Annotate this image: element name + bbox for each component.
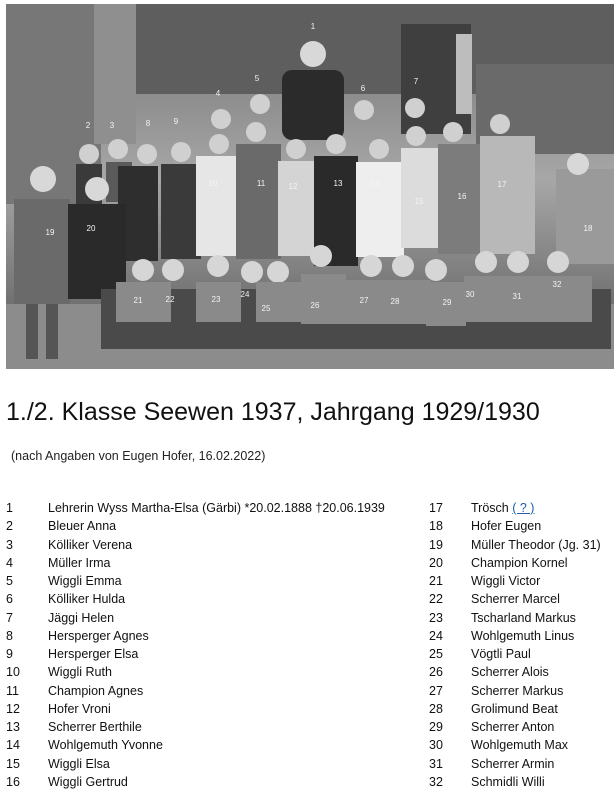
photo-marker: 3: [109, 121, 115, 130]
roster-row: [6, 663, 416, 681]
photo-marker: 22: [165, 295, 175, 304]
roster-row: [429, 700, 614, 718]
roster-name: Jäggi Helen: [48, 610, 115, 625]
roster-number: 1: [6, 501, 13, 515]
photo-marker: 28: [390, 297, 400, 306]
photo-marker: 6: [360, 84, 366, 93]
roster-row: [6, 609, 416, 627]
photo-marker: 9: [173, 117, 179, 126]
roster-number: 28: [429, 701, 443, 716]
roster-row: [429, 773, 614, 791]
roster-row: [429, 663, 614, 681]
roster-number: 14: [6, 738, 20, 753]
roster-row: [429, 536, 614, 554]
roster-number: 13: [6, 720, 20, 734]
roster-name: Wiggli Elsa: [48, 756, 110, 771]
roster-name: Scherrer Berthile: [48, 720, 142, 734]
roster-row: [6, 517, 416, 535]
roster-number: 8: [6, 628, 13, 643]
roster-row: [6, 499, 416, 517]
photo-marker: 2: [85, 121, 91, 130]
roster-name: Müller Irma: [48, 555, 111, 570]
photo-marker: 15: [414, 197, 424, 206]
roster-row: [6, 554, 416, 572]
roster-row: [6, 590, 416, 608]
photo-marker: 10: [208, 179, 218, 188]
roster-name: Wiggli Emma: [48, 574, 122, 588]
roster-name: Champion Kornel: [471, 555, 568, 570]
photo-marker: 12: [288, 182, 298, 191]
roster-row: [6, 536, 416, 554]
roster-row: [6, 773, 416, 791]
roster-number: 3: [6, 537, 13, 552]
roster-number: 9: [6, 647, 13, 661]
roster-row: [429, 755, 614, 773]
photo-marker: 11: [256, 179, 266, 188]
roster-number: 18: [429, 519, 443, 534]
roster-number: 15: [6, 756, 20, 771]
roster-number: 22: [429, 592, 443, 607]
roster-name: Wiggli Ruth: [48, 665, 112, 680]
roster-row: [6, 572, 416, 590]
roster-row: [429, 609, 614, 627]
roster-row: [6, 736, 416, 754]
roster-row: [429, 645, 614, 663]
tree-trunk-center: [94, 4, 136, 144]
class-photo: [6, 4, 614, 369]
roster-row: [429, 572, 614, 590]
roster-name: [471, 499, 534, 517]
photo-marker: 29: [442, 298, 452, 307]
roster-number: 16: [6, 774, 20, 789]
roster-row: [6, 682, 416, 700]
photo-marker: 21: [133, 296, 143, 305]
roster-number: 27: [429, 683, 443, 698]
roster-row: [429, 736, 614, 754]
roster-number: 2: [6, 519, 13, 534]
roster-name: Hofer Eugen: [471, 519, 542, 534]
roster-name: Scherrer Armin: [471, 756, 555, 771]
roster-name: Bleuer Anna: [48, 519, 117, 534]
photo-marker: 20: [86, 224, 96, 233]
roster-name: Wohlgemuth Yvonne: [48, 738, 163, 753]
roster-number: 29: [429, 720, 443, 734]
roster-row: [429, 517, 614, 535]
roster-name: Lehrerin Wyss Martha-Elsa (Gärbi) *20.02.1888 †20.06.1939: [48, 501, 385, 515]
roster-number: 24: [429, 628, 443, 643]
roster-number: 25: [429, 647, 443, 661]
roster-number: 21: [429, 574, 443, 588]
roster-name: Kölliker Hulda: [48, 592, 126, 607]
roster-name: Hofer Vroni: [48, 701, 111, 716]
roster-number: 31: [429, 756, 443, 771]
class-photo-drawing: [6, 4, 614, 369]
roster-name: Scherrer Marcel: [471, 592, 560, 607]
roster-row: [429, 718, 614, 736]
roster-number: 20: [429, 555, 443, 570]
photo-marker: 23: [211, 295, 221, 304]
photo-marker: 30: [465, 290, 475, 299]
roster-name: Vögtli Paul: [471, 647, 531, 661]
roster-row: [6, 627, 416, 645]
roster-row: [429, 682, 614, 700]
roster-name: Müller Theodor (Jg. 31): [471, 537, 601, 552]
photo-marker: 26: [310, 301, 320, 310]
roster-name: Champion Agnes: [48, 683, 144, 698]
roster-name: Wohlgemuth Linus: [471, 628, 575, 643]
roster-name: Scherrer Markus: [471, 683, 564, 698]
photo-marker: 18: [583, 224, 593, 233]
roster-number: 12: [6, 701, 20, 716]
roster-number: 10: [6, 665, 20, 680]
photo-marker: 14: [370, 179, 380, 188]
roster-name: Hersperger Elsa: [48, 647, 139, 661]
roster-row: [429, 627, 614, 645]
roster-number: 19: [429, 537, 443, 552]
photo-marker: 13: [333, 179, 343, 188]
roster-name: Schmidli Willi: [471, 774, 545, 789]
photo-marker: 25: [261, 304, 271, 313]
roster-row: [6, 718, 416, 736]
source-note: (nach Angaben von Eugen Hofer, 16.02.2022): [11, 449, 266, 463]
photo-marker: 24: [240, 290, 250, 299]
roster-row: [429, 554, 614, 572]
roster-name: Grolimund Beat: [471, 701, 558, 716]
photo-marker: 8: [145, 119, 151, 128]
roster-number: 30: [429, 738, 443, 753]
photo-marker: 16: [457, 192, 467, 201]
roster-number: 7: [6, 610, 13, 625]
photo-marker: 5: [254, 74, 260, 83]
roster-number: 4: [6, 555, 13, 570]
page-title: 1./2. Klasse Seewen 1937, Jahrgang 1929/1930: [6, 398, 540, 426]
roster-name: Tscharland Markus: [471, 610, 576, 625]
roster-name: Scherrer Anton: [471, 720, 555, 734]
roster-left-column: [6, 499, 416, 791]
roster-row: [6, 700, 416, 718]
roster-row: [6, 645, 416, 663]
photo-marker: 4: [215, 89, 221, 98]
photo-marker: 7: [413, 77, 419, 86]
roster-number: 17: [429, 501, 443, 515]
photo-marker: 27: [359, 296, 369, 305]
roster-number: 6: [6, 592, 13, 607]
roster-number: 32: [429, 774, 443, 789]
gate-pillar: [456, 34, 472, 114]
unknown-name-note: ( ? ): [512, 501, 535, 515]
roster-number: 23: [429, 610, 443, 625]
photo-marker: 32: [552, 280, 562, 289]
roster-number: 5: [6, 574, 13, 588]
roster-name-text: Trösch: [471, 501, 509, 515]
roster-name: Hersperger Agnes: [48, 628, 149, 643]
photo-marker: 19: [45, 228, 55, 237]
roster-name: Wiggli Victor: [471, 574, 541, 588]
roster-row: [429, 499, 614, 517]
roster-name: Kölliker Verena: [48, 537, 133, 552]
photo-marker: 17: [497, 180, 507, 189]
roster-name: Wohlgemuth Max: [471, 738, 569, 753]
photo-marker: 1: [310, 22, 316, 31]
roster-row: [429, 590, 614, 608]
roster-number: 26: [429, 665, 443, 680]
photo-marker: 31: [512, 292, 522, 301]
roster-right-column: [429, 499, 614, 791]
roster-name: Wiggli Gertrud: [48, 774, 128, 789]
roster-name: Scherrer Alois: [471, 665, 549, 680]
roster-row: [6, 755, 416, 773]
roster-number: 11: [6, 683, 19, 698]
